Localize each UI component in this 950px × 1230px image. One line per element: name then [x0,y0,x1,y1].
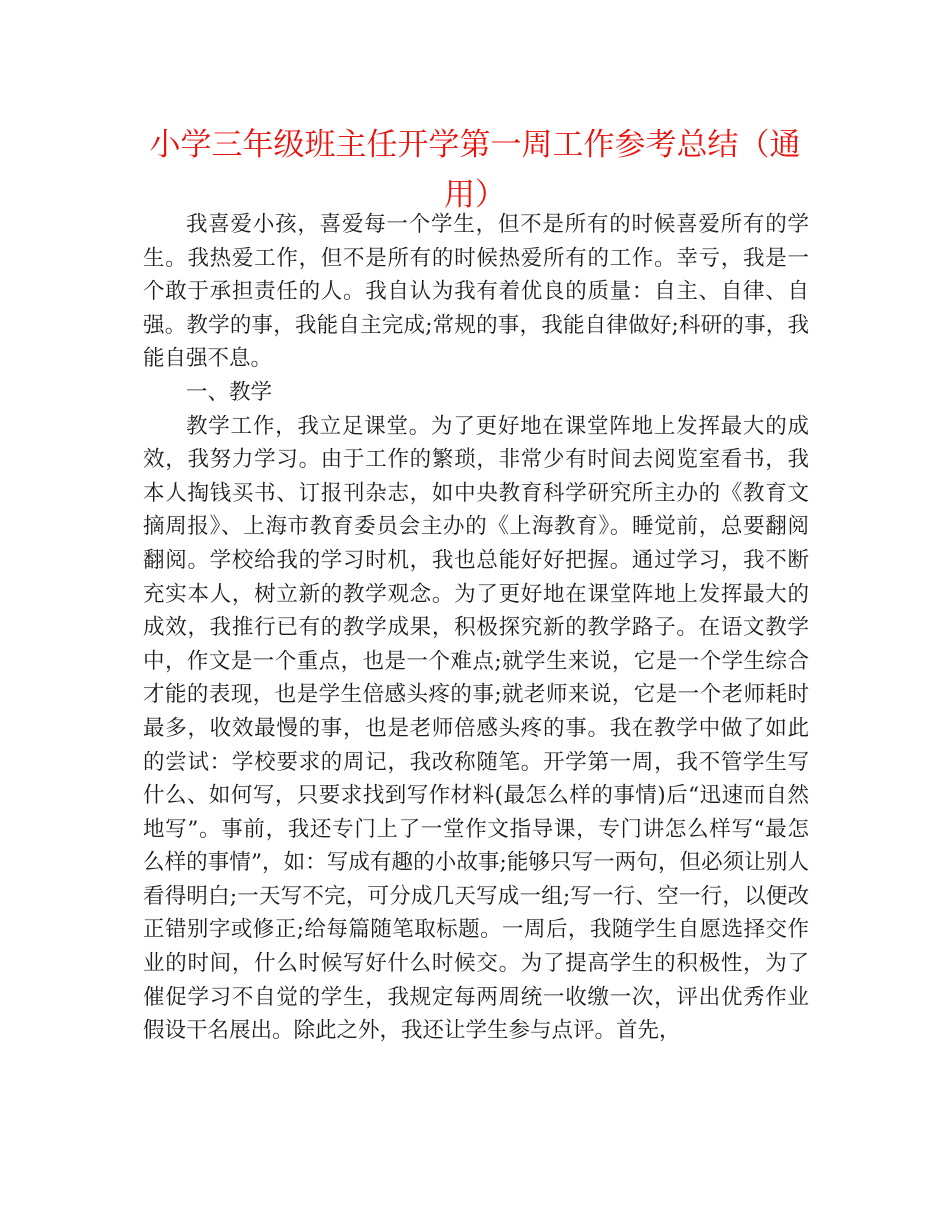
document-title: 小学三年级班主任开学第一周工作参考总结（通用） [149,127,801,213]
paragraph-teaching: 教学工作，我立足课堂。为了更好地在课堂阵地上发挥最大的成效，我努力学习。由于工作的繁琐，非常少有时间去阅览室看书，我本人掏钱买书、订报刊杂志，如中央教育科学研究所主办的《教育文摘周报》、上海市教育委员会主办的《上海教育》。睡觉前，总要翻阅翻阅。学校给我的学习时机，我也总能好好把握。通过学习，我不断充实本人，树立新的教学观念。为了更好地在课堂阵地上发挥最大的成效，我推行已有的教学成果，积极探究新的教学路子。在语文教学中，作文是一个重点，也是一个难点;就学生来说，它是一个学生综合才能的表现，也是学生倍感头疼的事;就老师来说，它是一个老师耗时最多，收效最慢的事，也是老师倍感头疼的事。我在教学中做了如此的尝试：学校要求的周记，我改称随笔。开学第一周，我不管学生写什么、如何写，只要求找到写作材料(最怎么样的事情)后“迅速而自然地写”。事前，我还专门上了一堂作文指导课，专门讲怎么样写“最怎么样的事情”，如：写成有趣的小故事;能够只写一两句，但必须让别人看得明白;一天写不完，可分成几天写成一组;写一行、空一行，以便改正错别字或修正;给每篇随笔取标题。一周后，我随学生自愿选择交作业的时间，什么时候写好什么时候交。为了提高学生的积极性，为了催促学习不自觉的学生，我规定每两周统一收缴一次，评出优秀作业假设干名展出。除此之外，我还让学生参与点评。首先， [143,413,809,1044]
section-heading-teaching: 一、教学 [186,379,273,405]
document-body [143,208,809,1048]
paragraph-intro: 我喜爱小孩，喜爱每一个学生，但不是所有的时候喜爱所有的学生。我热爱工作，但不是所有的时候热爱所有的工作。幸亏，我是一个敢于承担责任的人。我自认为我有着优良的质量：自主、自律、自强。教学的事，我能自主完成;常规的事，我能自律做好;科研的事，我能自强不息。 [143,212,809,372]
